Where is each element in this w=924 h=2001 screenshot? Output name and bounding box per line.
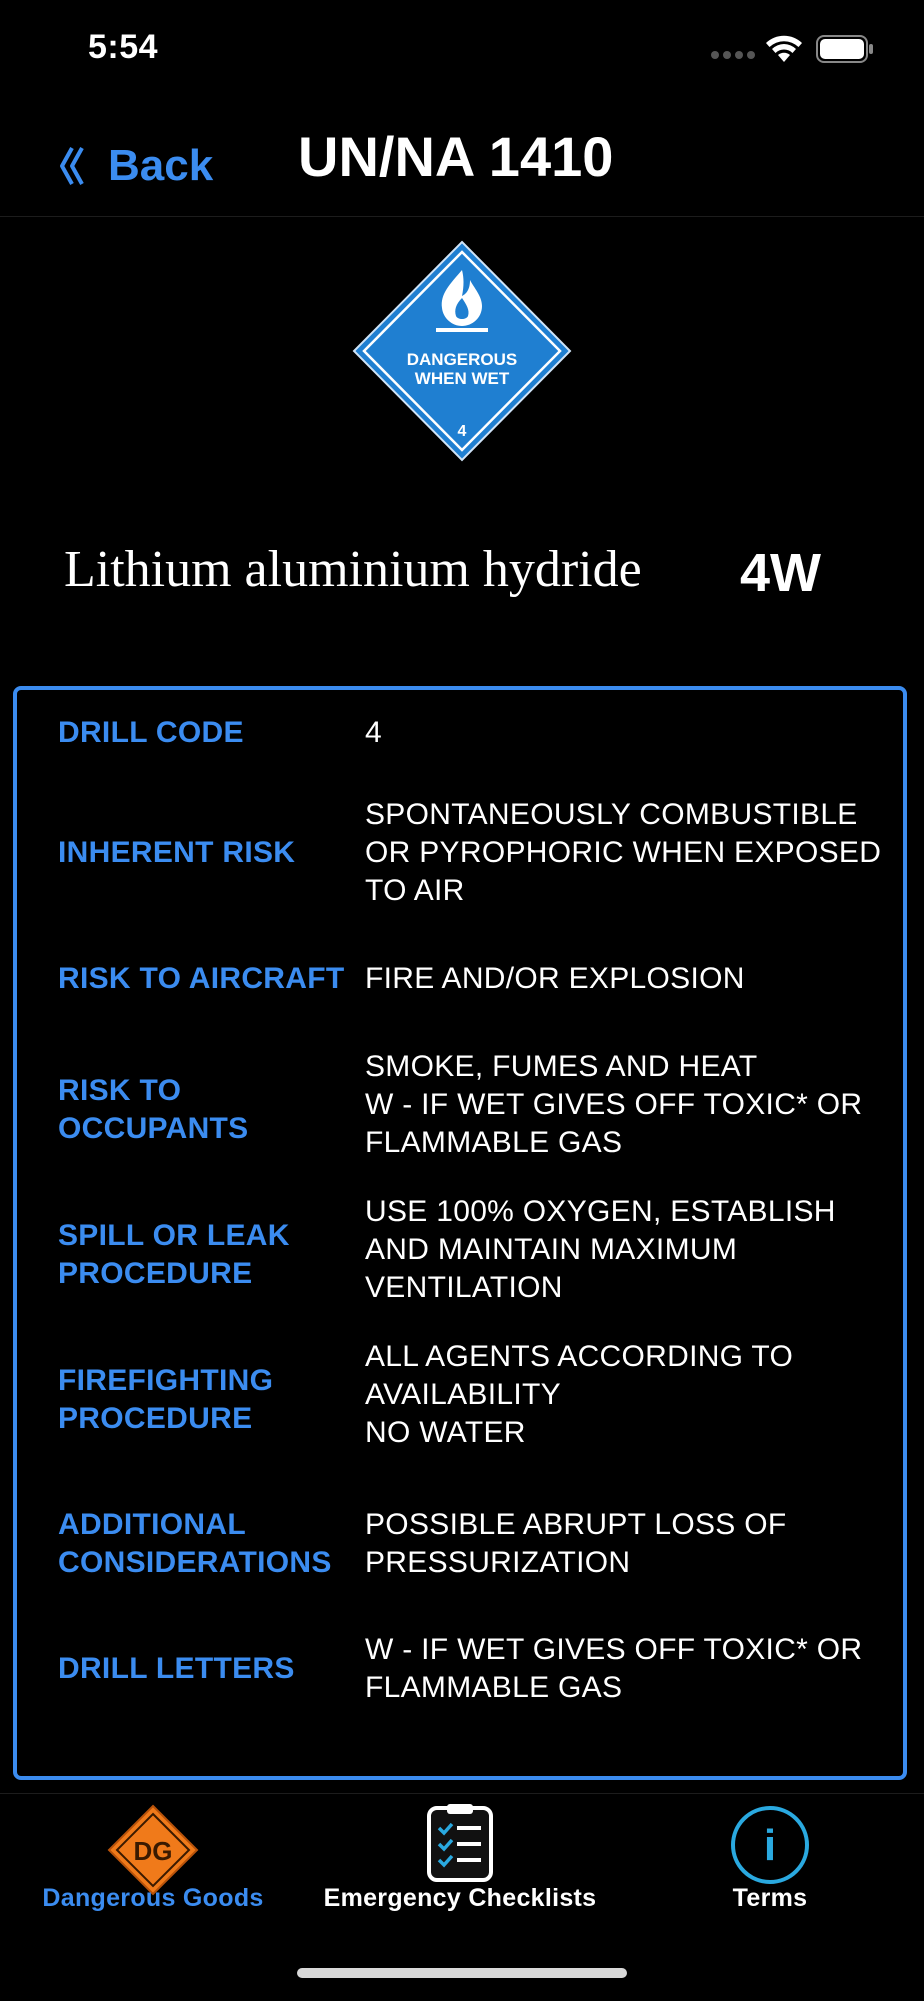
status-time: 5:54 (88, 28, 159, 66)
cellular-signal-icon (710, 48, 756, 62)
status-bar (0, 0, 924, 100)
substance-code: 4W (740, 543, 821, 603)
detail-value: SPONTANEOUSLY COMBUSTIBLE OR PYROPHORIC WHEN EXPOSED TO AIR (365, 798, 882, 907)
detail-label: ADDITIONAL CONSIDERATIONS (58, 1508, 332, 1579)
detail-label: DRILL CODE (58, 716, 244, 749)
tab-terms[interactable] (690, 1794, 850, 1924)
detail-value: FIRE AND/OR EXPLOSION (365, 962, 745, 995)
detail-value: ALL AGENTS ACCORDING TO AVAILABILITY NO WATER (365, 1340, 794, 1449)
detail-value: SMOKE, FUMES AND HEAT W - IF WET GIVES OFF TOXIC* OR FLAMMABLE GAS (365, 1050, 863, 1159)
dangerous-when-wet-placard (352, 240, 572, 462)
checklist-icon (425, 1804, 495, 1884)
dg-icon-text: DG (133, 1836, 173, 1866)
tab-dangerous-goods[interactable] (28, 1794, 278, 1924)
wifi-icon (764, 34, 804, 64)
detail-label: INHERENT RISK (58, 836, 296, 869)
back-button[interactable] (56, 136, 213, 196)
navigation-bar (0, 110, 924, 217)
detail-label: DRILL LETTERS (58, 1652, 295, 1685)
detail-label: FIREFIGHTING PROCEDURE (58, 1364, 274, 1435)
placard-class-number: 4 (457, 423, 467, 440)
detail-value: 4 (365, 716, 382, 749)
tab-label: Emergency Checklists (323, 1884, 597, 1912)
tab-label: Dangerous Goods (42, 1884, 264, 1912)
detail-label: SPILL OR LEAK PROCEDURE (58, 1219, 290, 1290)
dg-diamond-icon (107, 1804, 199, 1896)
detail-value: POSSIBLE ABRUPT LOSS OF PRESSURIZATION (365, 1508, 787, 1579)
detail-value: USE 100% OXYGEN, ESTABLISH AND MAINTAIN MAXIMUM VENTILATION (365, 1195, 836, 1304)
substance-name: Lithium aluminium hydride (64, 541, 642, 598)
info-icon-text: i (763, 1821, 777, 1870)
home-indicator[interactable] (297, 1968, 627, 1978)
back-label: Back (108, 141, 214, 190)
tab-label: Terms (732, 1884, 808, 1912)
page-title: UN/NA 1410 (298, 125, 614, 188)
placard-line-1: DANGEROUS (406, 350, 518, 369)
double-chevron-left-icon (56, 144, 86, 188)
tab-emergency-checklists[interactable] (310, 1794, 610, 1924)
detail-label: RISK TO OCCUPANTS (58, 1074, 249, 1145)
detail-label: RISK TO AIRCRAFT (58, 962, 345, 995)
detail-value: W - IF WET GIVES OFF TOXIC* OR FLAMMABLE GAS (365, 1633, 863, 1704)
battery-icon (816, 34, 876, 64)
placard-line-2: WHEN WET (414, 369, 510, 388)
hazard-details-panel (13, 686, 907, 1780)
info-icon (729, 1804, 811, 1886)
